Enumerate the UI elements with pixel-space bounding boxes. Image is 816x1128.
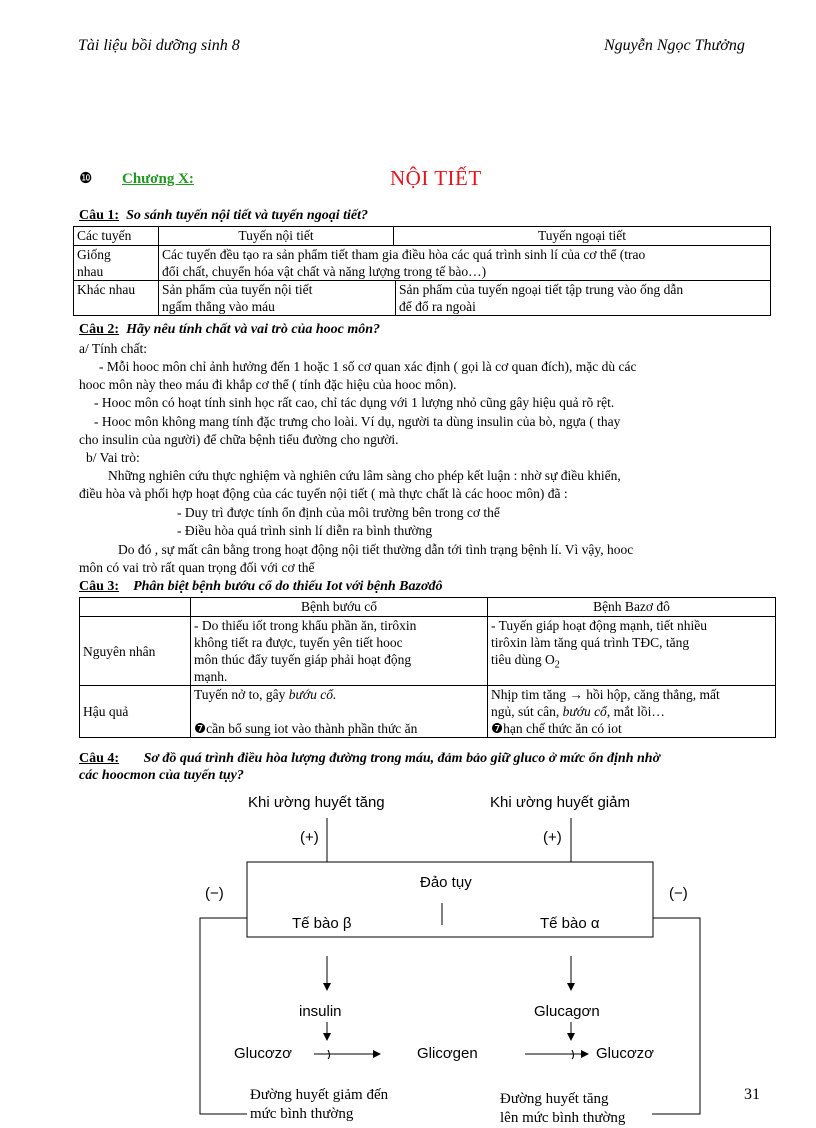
q2-b-line: Những nghiên cứu thực nghiệm và nghiên cứu lâm sàng cho phép kết luận : nhờ sự điều khiển, bbox=[108, 468, 621, 483]
q2-a-line: - Mỗi hooc môn chỉ ảnh hưởng đến 1 hoặc 1 số cơ quan xác định ( gọi là cơ quan đích), mặc dù các bbox=[99, 359, 637, 374]
label-beta-cell: Tế bào β bbox=[292, 915, 352, 932]
feedback-loop-left bbox=[200, 918, 247, 1114]
label-glucose-right: Glucơzơ bbox=[596, 1045, 655, 1062]
q4-title-line1: Sơ đồ quá trình điều hòa lượng đường trong máu, đảm bảo giữ gluco ở mức ổn định nhờ bbox=[143, 751, 661, 766]
label-glycogen: Glicơgen bbox=[417, 1045, 478, 1062]
q3-cause-basedow: - Tuyến giáp hoạt động mạnh, tiết nhiều tirôxin làm tăng quá trình TĐC, tăng tiêu dùng $O_2$ bbox=[488, 617, 776, 686]
feedback-loop-right bbox=[652, 918, 700, 1114]
q4-title-line2: các hoocmon của tuyến tụy? bbox=[79, 768, 244, 783]
label-minus-left: (−) bbox=[205, 885, 224, 902]
label-glucose-left: Glucơzơ bbox=[234, 1045, 293, 1062]
q1-header-endocrine: Tuyến nội tiết bbox=[159, 227, 394, 246]
q1-diff-label: Khác nhau bbox=[74, 281, 159, 316]
chapter-title: NỘI TIẾT bbox=[390, 166, 482, 190]
q1-diff-exocrine: Sản phẩm của tuyến ngoại tiết tập trung vào ống dẫn để đổ ra ngoài bbox=[399, 282, 684, 314]
label-high-glucose: Khi ường huyết tăng bbox=[248, 794, 385, 811]
q4-number: Câu 4: bbox=[79, 751, 120, 766]
q2-number: Câu 2: bbox=[79, 322, 120, 337]
label-result-left: Đường huyết giảm đến mức bình thường bbox=[250, 1087, 389, 1122]
label-result-right: Đường huyết tăng lên mức bình thường bbox=[500, 1091, 626, 1126]
q2-b-label: b/ Vai trò: bbox=[86, 450, 140, 465]
label-minus-right: (−) bbox=[669, 885, 688, 902]
note-icon: ❼ bbox=[491, 721, 504, 736]
label-plus-right: (+) bbox=[543, 829, 562, 846]
q2-a-line: - Hooc môn có hoạt tính sinh học rất cao, chỉ tác dụng với 1 lượng nhỏ cũng gây hiệu quả rõ rệt. bbox=[94, 395, 615, 410]
q3-number: Câu 3: bbox=[79, 579, 120, 594]
q2-b-line: Do đó , sự mất cân bằng trong hoạt động nội tiết thường dẫn tới tình trạng bệnh lí. Vì vậy, hooc bbox=[118, 542, 634, 557]
q3-header-goiter: Bệnh bướu cổ bbox=[191, 598, 488, 617]
header-right: Nguyễn Ngọc Thưởng bbox=[604, 37, 745, 54]
label-glucagon: Glucagơn bbox=[534, 1003, 600, 1020]
q3-effect-label: Hậu quả bbox=[80, 686, 191, 738]
page-number: 31 bbox=[744, 1086, 760, 1103]
q1-same-label: Giống nhau bbox=[74, 246, 159, 281]
q3-header-basedow: Bệnh Bazơ đô bbox=[488, 598, 776, 617]
q1-header-exocrine: Tuyến ngoại tiết bbox=[394, 227, 771, 246]
chapter-bullet-icon: ❿ bbox=[79, 171, 93, 187]
q1-number: Câu 1: bbox=[79, 208, 120, 223]
q3-effect-goiter: Tuyến nở to, gây bướu cổ. ❼cần bổ sung iot vào thành phần thức ăn bbox=[191, 686, 488, 738]
label-insulin: insulin bbox=[299, 1003, 342, 1020]
q2-b-line: - Điều hòa quá trình sinh lí diễn ra bình thường bbox=[177, 523, 433, 538]
q1-title: So sánh tuyến nội tiết và tuyến ngoại tiết? bbox=[126, 208, 368, 223]
label-plus-left: (+) bbox=[300, 829, 319, 846]
q2-a-line: - Hooc môn không mang tính đặc trưng cho loài. Ví dụ, người ta dùng insulin của bò, ngựa ( thay bbox=[94, 414, 621, 429]
q2-a-label: a/ Tính chất: bbox=[79, 341, 147, 356]
q1-header-glands: Các tuyến bbox=[74, 227, 159, 246]
q3-cause-label: Nguyên nhân bbox=[80, 617, 191, 686]
label-low-glucose: Khi ường huyết giảm bbox=[490, 794, 630, 811]
note-icon: ❼ bbox=[194, 721, 207, 736]
q2-a-line: cho insulin của người) để chữa bệnh tiểu đường cho người. bbox=[79, 432, 399, 447]
q1-diff-endocrine: Sản phẩm của tuyến nội tiết ngấm thẳng vào máu bbox=[159, 281, 396, 315]
chapter-label: Chương X: bbox=[122, 171, 194, 187]
header-left: Tài liệu bồi dưỡng sinh 8 bbox=[78, 37, 240, 54]
q3-title: Phân biệt bệnh bướu cổ do thiếu Iot với bệnh Bazơđô bbox=[133, 579, 443, 594]
q2-b-line: điều hòa và phối hợp hoạt động của các tuyến nội tiết ( mà thực chất là các hooc môn) đã : bbox=[79, 486, 568, 501]
q2-b-line: - Duy trì được tính ổn định của môi trường bên trong cơ thể bbox=[177, 505, 500, 520]
q3-cause-goiter: - Do thiếu iốt trong khẩu phần ăn, tirôxin không tiết ra được, tuyến yên tiết hooc môn thúc đẩy tuyến giáp phải hoạt động mạnh. bbox=[191, 617, 488, 686]
q2-title: Hãy nêu tính chất và vai trò của hooc môn? bbox=[126, 322, 381, 337]
q2-b-line: môn có vai trò rất quan trọng đối với cơ thể bbox=[79, 560, 315, 575]
label-pancreas: Đảo tụy bbox=[420, 874, 472, 891]
q1-same-text: Các tuyến đều tạo ra sản phẩm tiết tham gia điều hòa các quá trình sinh lí của cơ thể (trao đổi chất, chuyển hóa vật chất và năng lượng trong tế bào…) bbox=[159, 246, 771, 281]
q2-a-line: hooc môn này theo máu đi khắp cơ thể ( tính đặc hiệu của hooc môn). bbox=[79, 377, 457, 392]
q3-effect-basedow: Nhịp tim tăng → hồi hộp, căng thẳng, mất ngủ, sút cân, bướu cổ, mắt lồi… ❼hạn chế thức ăn có iot bbox=[488, 686, 776, 738]
label-alpha-cell: Tế bào α bbox=[540, 915, 600, 932]
